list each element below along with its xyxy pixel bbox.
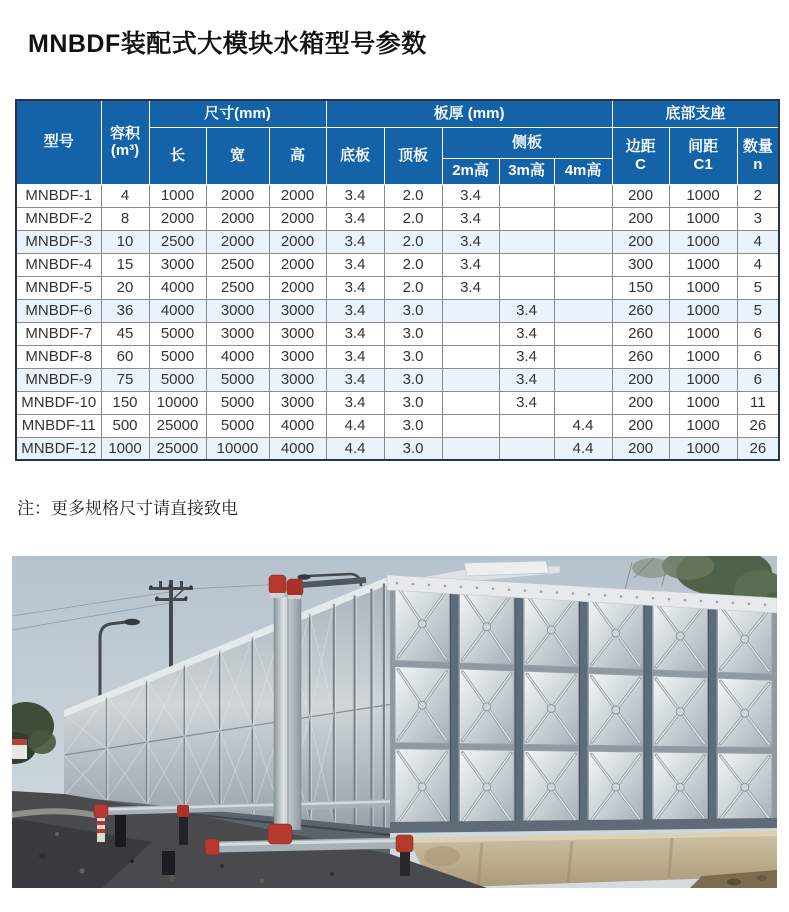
- table-cell: [442, 437, 499, 460]
- col-header-height: 高: [269, 127, 326, 184]
- table-cell: 2.0: [384, 184, 442, 207]
- table-cell: 1000: [669, 391, 737, 414]
- spec-table-body: [16, 184, 779, 460]
- dark-riser-pipe: [162, 851, 175, 875]
- table-cell: MNBDF-7: [16, 322, 101, 345]
- table-cell: 2.0: [384, 253, 442, 276]
- table-cell: 2000: [269, 184, 326, 207]
- table-cell: 3.4: [499, 299, 554, 322]
- table-row: [16, 368, 779, 391]
- table-cell: 3.0: [384, 299, 442, 322]
- col-header-top-plate: 顶板: [384, 127, 442, 184]
- table-cell: [554, 184, 612, 207]
- water-tank-illustration: [12, 556, 777, 888]
- table-cell: [554, 207, 612, 230]
- table-cell: [499, 207, 554, 230]
- spacing-label-line1: 间距: [688, 137, 719, 155]
- table-cell: 4000: [269, 437, 326, 460]
- table-cell: 3.4: [326, 207, 384, 230]
- table-cell: [499, 414, 554, 437]
- table-row: [16, 230, 779, 253]
- table-cell: 3000: [269, 391, 326, 414]
- table-cell: 200: [612, 414, 669, 437]
- table-cell: 4000: [269, 414, 326, 437]
- table-cell: 5: [737, 276, 779, 299]
- table-cell: 200: [612, 391, 669, 414]
- table-cell: 3.0: [384, 368, 442, 391]
- table-cell: 3.4: [326, 391, 384, 414]
- table-cell: 1000: [669, 345, 737, 368]
- col-group-thickness: 板厚 (mm): [326, 100, 612, 127]
- table-cell: 3.4: [326, 368, 384, 391]
- col-header-side-3m: 3m高: [499, 158, 554, 184]
- table-cell: 260: [612, 299, 669, 322]
- table-cell: 45: [101, 322, 149, 345]
- table-cell: 3.0: [384, 437, 442, 460]
- pipe-elbow-red: [287, 579, 303, 596]
- table-cell: [442, 368, 499, 391]
- table-cell: MNBDF-11: [16, 414, 101, 437]
- spec-table-header: [16, 100, 779, 184]
- table-cell: 3.4: [326, 184, 384, 207]
- col-header-side-4m: 4m高: [554, 158, 612, 184]
- table-row: [16, 322, 779, 345]
- table-cell: 4.4: [326, 414, 384, 437]
- table-cell: 3000: [269, 299, 326, 322]
- table-cell: [499, 437, 554, 460]
- table-cell: 2000: [149, 207, 206, 230]
- small-hut: [12, 739, 27, 759]
- table-cell: 4.4: [554, 414, 612, 437]
- table-cell: MNBDF-4: [16, 253, 101, 276]
- table-cell: 1000: [669, 322, 737, 345]
- table-cell: 3000: [206, 299, 269, 322]
- table-row: [16, 391, 779, 414]
- table-cell: 2000: [269, 230, 326, 253]
- col-header-bottom-plate: 底板: [326, 127, 384, 184]
- table-cell: 2.0: [384, 276, 442, 299]
- table-cell: [499, 276, 554, 299]
- table-cell: [499, 184, 554, 207]
- table-cell: 4.4: [326, 437, 384, 460]
- col-header-model: 型号: [16, 100, 101, 184]
- table-cell: 1000: [669, 230, 737, 253]
- table-cell: MNBDF-3: [16, 230, 101, 253]
- table-cell: [554, 322, 612, 345]
- table-cell: 2.0: [384, 207, 442, 230]
- table-cell: [442, 345, 499, 368]
- table-cell: [442, 391, 499, 414]
- table-cell: 10000: [206, 437, 269, 460]
- table-row: [16, 345, 779, 368]
- table-row: [16, 299, 779, 322]
- table-cell: [554, 299, 612, 322]
- page-title: MNBDF装配式大模块水箱型号参数: [28, 30, 427, 58]
- table-cell: 300: [612, 253, 669, 276]
- table-cell: MNBDF-10: [16, 391, 101, 414]
- table-cell: 1000: [669, 276, 737, 299]
- table-cell: 26: [737, 437, 779, 460]
- water-tank-photo: [12, 556, 777, 888]
- table-cell: [442, 299, 499, 322]
- col-header-volume: [101, 100, 149, 184]
- table-cell: 5000: [206, 414, 269, 437]
- col-header-width: 宽: [206, 127, 269, 184]
- table-cell: [499, 253, 554, 276]
- table-cell: [442, 322, 499, 345]
- table-cell: 15: [101, 253, 149, 276]
- table-cell: 2000: [269, 276, 326, 299]
- table-cell: 3000: [206, 322, 269, 345]
- table-cell: 20: [101, 276, 149, 299]
- table-cell: 200: [612, 437, 669, 460]
- spacing-label-line2: C1: [693, 155, 713, 173]
- table-cell: 3.0: [384, 391, 442, 414]
- table-cell: MNBDF-2: [16, 207, 101, 230]
- table-cell: 2000: [269, 207, 326, 230]
- table-cell: 5000: [149, 368, 206, 391]
- table-cell: 5: [737, 299, 779, 322]
- table-cell: 1000: [669, 368, 737, 391]
- pipe-elbow-red: [94, 804, 108, 818]
- note-text: 注：更多规格尺寸请直接致电: [17, 499, 238, 518]
- col-group-size: 尺寸(mm): [149, 100, 326, 127]
- table-cell: 5000: [149, 322, 206, 345]
- table-cell: 75: [101, 368, 149, 391]
- pipe-elbow-red: [268, 824, 292, 844]
- table-cell: 500: [101, 414, 149, 437]
- table-cell: 3.4: [326, 299, 384, 322]
- table-cell: [554, 230, 612, 253]
- col-header-qty-n: [737, 127, 779, 184]
- table-cell: MNBDF-8: [16, 345, 101, 368]
- table-cell: 2.0: [384, 230, 442, 253]
- table-cell: 1000: [669, 437, 737, 460]
- table-cell: 1000: [669, 414, 737, 437]
- pipe-elbow-red: [269, 575, 286, 594]
- table-cell: [554, 276, 612, 299]
- table-cell: 6: [737, 368, 779, 391]
- table-cell: MNBDF-1: [16, 184, 101, 207]
- table-cell: 1000: [669, 207, 737, 230]
- table-cell: [499, 230, 554, 253]
- col-group-side-plate: 侧板: [442, 127, 612, 158]
- table-cell: 3.4: [499, 345, 554, 368]
- table-cell: 4000: [149, 299, 206, 322]
- volume-label-line2: (m³): [110, 142, 140, 160]
- table-cell: 3.0: [384, 414, 442, 437]
- table-row: [16, 253, 779, 276]
- table-cell: MNBDF-9: [16, 368, 101, 391]
- col-header-edge-c: [612, 127, 669, 184]
- table-cell: 3.4: [326, 230, 384, 253]
- table-cell: 3.4: [326, 253, 384, 276]
- table-cell: 150: [612, 276, 669, 299]
- table-cell: 1000: [101, 437, 149, 460]
- table-cell: 11: [737, 391, 779, 414]
- table-cell: 4000: [149, 276, 206, 299]
- table-cell: 25000: [149, 437, 206, 460]
- table-cell: 1000: [149, 184, 206, 207]
- table-cell: 60: [101, 345, 149, 368]
- table-cell: 2500: [206, 253, 269, 276]
- col-header-spacing-c1: [669, 127, 737, 184]
- col-header-side-2m: 2m高: [442, 158, 499, 184]
- table-cell: 2000: [206, 230, 269, 253]
- table-cell: MNBDF-5: [16, 276, 101, 299]
- pipe-elbow-red: [396, 835, 413, 852]
- table-cell: 200: [612, 184, 669, 207]
- table-cell: 3: [737, 207, 779, 230]
- table-row: [16, 414, 779, 437]
- table-cell: 4.4: [554, 437, 612, 460]
- table-cell: 3.4: [442, 253, 499, 276]
- edge-label-line2: C: [635, 155, 646, 173]
- table-cell: 3000: [149, 253, 206, 276]
- table-cell: [442, 414, 499, 437]
- table-cell: 36: [101, 299, 149, 322]
- table-cell: 4: [101, 184, 149, 207]
- table-cell: 200: [612, 230, 669, 253]
- table-cell: 10: [101, 230, 149, 253]
- table-cell: 3.4: [442, 207, 499, 230]
- table-cell: 200: [612, 207, 669, 230]
- table-cell: 10000: [149, 391, 206, 414]
- qty-label-line1: 数量: [742, 137, 773, 155]
- pipe-elbow-red: [177, 805, 189, 817]
- table-cell: 1000: [669, 299, 737, 322]
- table-cell: 2000: [206, 207, 269, 230]
- edge-label-line1: 边距: [625, 137, 656, 155]
- table-cell: 3.0: [384, 345, 442, 368]
- col-header-length: 长: [149, 127, 206, 184]
- table-cell: 6: [737, 345, 779, 368]
- table-cell: MNBDF-6: [16, 299, 101, 322]
- table-cell: 3.4: [442, 276, 499, 299]
- table-cell: 4000: [206, 345, 269, 368]
- table-cell: 25000: [149, 414, 206, 437]
- table-cell: [554, 345, 612, 368]
- table-cell: MNBDF-12: [16, 437, 101, 460]
- dark-riser-pipe: [115, 815, 126, 847]
- table-cell: 260: [612, 322, 669, 345]
- table-cell: 5000: [206, 391, 269, 414]
- table-cell: 3.4: [326, 276, 384, 299]
- table-cell: 2000: [269, 253, 326, 276]
- table-cell: 2500: [206, 276, 269, 299]
- table-cell: 3.4: [499, 391, 554, 414]
- table-cell: 1000: [669, 184, 737, 207]
- table-cell: 150: [101, 391, 149, 414]
- table-cell: 3.4: [499, 368, 554, 391]
- table-cell: 2: [737, 184, 779, 207]
- table-cell: 4: [737, 230, 779, 253]
- volume-label-line1: 容积: [109, 124, 140, 142]
- table-row: [16, 207, 779, 230]
- table-cell: 2500: [149, 230, 206, 253]
- table-row: [16, 276, 779, 299]
- table-cell: 3000: [269, 322, 326, 345]
- table-cell: 3.0: [384, 322, 442, 345]
- col-group-support: 底部支座: [612, 100, 779, 127]
- spec-table: [15, 99, 780, 461]
- table-cell: [554, 368, 612, 391]
- table-cell: 260: [612, 345, 669, 368]
- table-cell: 3.4: [442, 230, 499, 253]
- table-cell: 5000: [206, 368, 269, 391]
- table-row: [16, 437, 779, 460]
- table-cell: 3000: [269, 345, 326, 368]
- qty-label-line2: n: [753, 155, 763, 173]
- table-cell: 200: [612, 368, 669, 391]
- table-cell: 6: [737, 322, 779, 345]
- table-row: [16, 184, 779, 207]
- pipe-elbow-red: [205, 839, 219, 855]
- table-cell: 3.4: [499, 322, 554, 345]
- table-cell: 1000: [669, 253, 737, 276]
- table-cell: 5000: [149, 345, 206, 368]
- table-cell: 8: [101, 207, 149, 230]
- table-cell: 3.4: [442, 184, 499, 207]
- table-cell: 3.4: [326, 322, 384, 345]
- table-cell: [554, 253, 612, 276]
- roof-hatch: [464, 561, 549, 576]
- table-cell: 3.4: [326, 345, 384, 368]
- table-cell: [554, 391, 612, 414]
- table-cell: 4: [737, 253, 779, 276]
- table-cell: 2000: [206, 184, 269, 207]
- table-cell: 26: [737, 414, 779, 437]
- table-cell: 3000: [269, 368, 326, 391]
